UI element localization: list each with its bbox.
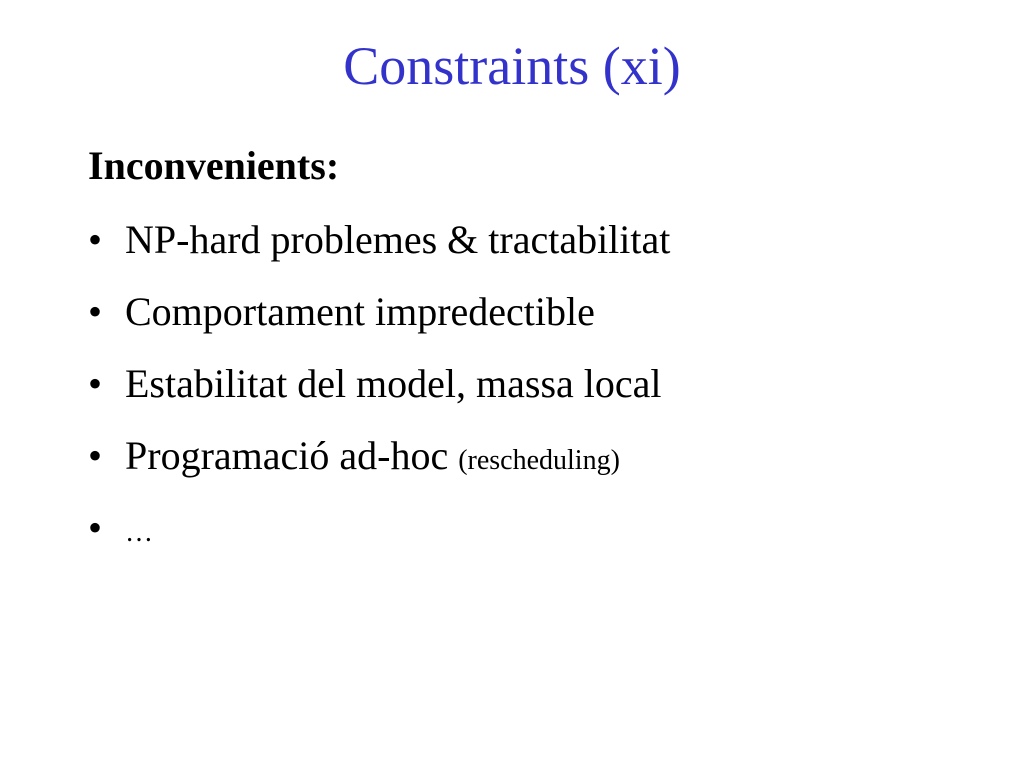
bullet-item <box>88 284 670 356</box>
bullet-item <box>88 428 670 500</box>
bullet-item <box>88 356 670 428</box>
bullet-note: (rescheduling) <box>458 445 620 476</box>
bullet-marker: • <box>88 433 103 478</box>
bullet-list <box>88 212 670 572</box>
bullet-marker: • <box>88 361 103 406</box>
bullet-item <box>88 500 670 572</box>
bullet-text: Comportament impredectible <box>125 289 595 334</box>
section-heading: Inconvenients: <box>88 143 340 188</box>
bullet-text: … <box>125 517 153 548</box>
bullet-item <box>88 212 670 284</box>
bullet-text: Estabilitat del model, massa local <box>125 361 662 406</box>
bullet-marker: • <box>88 217 103 262</box>
bullet-text: NP-hard problemes & tractabilitat <box>125 217 671 262</box>
bullet-marker: • <box>88 289 103 334</box>
slide-title: Constraints (xi) <box>343 36 681 96</box>
bullet-text: Programació ad-hoc <box>125 433 449 478</box>
bullet-marker: • <box>88 505 103 550</box>
